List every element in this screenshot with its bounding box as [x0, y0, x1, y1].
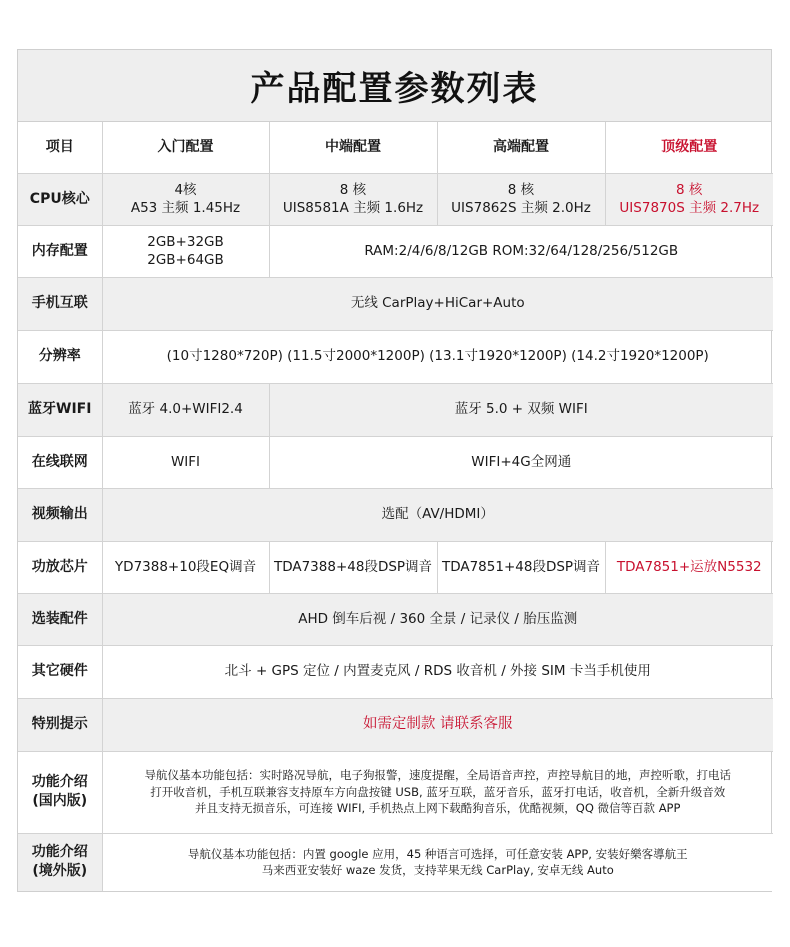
domestic-label-title: 功能介绍 [31, 774, 88, 791]
amp-high: TDA7851+48段DSP调音 [437, 541, 605, 593]
memory-row [18, 225, 773, 277]
memory-entry-option-1: 2GB+32GB [147, 233, 224, 250]
header-high: 高端配置 [437, 122, 605, 173]
online-label: 在线联网 [18, 436, 102, 488]
domestic-features [102, 751, 773, 833]
video-label: 视频输出 [18, 488, 102, 541]
cpu-row [18, 173, 773, 225]
options-row [18, 593, 773, 645]
bluetooth-label: 蓝牙WIFI [18, 383, 102, 436]
bluetooth-entry: 蓝牙 4.0+WIFI2.4 [102, 383, 269, 436]
domestic-label [18, 751, 102, 833]
memory-rest: RAM:2/4/6/8/12GB ROM:32/64/128/256/512GB [269, 225, 773, 277]
domestic-features-line-1: 导航仪基本功能包括：实时路况导航，电子狗报警，速度提醒，全局语音声控，声控导航目的地，声控听歌，打电话 [144, 767, 731, 782]
phone-link-value: 无线 CarPlay+HiCar+Auto [102, 277, 773, 330]
bluetooth-rest: 蓝牙 5.0 + 双频 WIFI [269, 383, 773, 436]
overseas-features-row [18, 833, 773, 891]
header-mid: 中端配置 [269, 122, 437, 173]
amp-label: 功放芯片 [18, 541, 102, 593]
overseas-label-edition: (境外版) [32, 863, 88, 880]
cpu-entry-cores: 4核 [174, 181, 197, 198]
video-row [18, 488, 773, 541]
overseas-label [18, 833, 102, 891]
cpu-label: CPU核心 [18, 173, 102, 225]
cpu-top-model: UIS7870S 主频 2.7Hz [619, 200, 760, 216]
cpu-mid [269, 173, 437, 225]
header-top: 顶级配置 [605, 122, 773, 173]
options-value: AHD 倒车后视 / 360 全景 / 记录仪 / 胎压监测 [102, 593, 773, 645]
notice-row [18, 698, 773, 751]
online-entry: WIFI [102, 436, 269, 488]
spec-sheet [17, 49, 772, 892]
cpu-high [437, 173, 605, 225]
resolution-value: (10寸1280*720P) (11.5寸2000*1200P) (13.1寸1920*1200P) (14.2寸1920*1200P) [102, 330, 773, 383]
domestic-features-line-3: 并且支持无损音乐，可连接 WIFI, 手机热点上网下载酷狗音乐，优酷视频，QQ 微信等百款 APP [195, 801, 681, 816]
domestic-label-edition: (国内版) [32, 793, 88, 809]
phone-link-label: 手机互联 [18, 277, 102, 330]
cpu-entry-model: A53 主频 1.45Hz [130, 200, 241, 216]
overseas-features [102, 833, 773, 891]
memory-entry [102, 225, 269, 277]
other-hw-value: 北斗 + GPS 定位 / 内置麦克风 / RDS 收音机 / 外接 SIM 卡当手机使用 [102, 645, 773, 698]
cpu-top-cores: 8 核 [676, 181, 703, 198]
resolution-row [18, 330, 773, 383]
other-hw-label: 其它硬件 [18, 645, 102, 698]
page-title: 产品配置参数列表 [18, 50, 771, 122]
resolution-label: 分辨率 [18, 330, 102, 383]
domestic-features-row [18, 751, 773, 833]
video-value: 选配（AV/HDMI） [102, 488, 773, 541]
memory-entry-option-2: 2GB+64GB [147, 252, 224, 268]
overseas-label-title: 功能介绍 [31, 844, 88, 861]
overseas-features-line-2: 马来西亚安装好 waze 发货，支持苹果无线 CarPlay, 安卓无线 Auto [261, 863, 614, 878]
cpu-high-cores: 8 核 [507, 181, 535, 198]
notice-value: 如需定制款 请联系客服 [102, 698, 773, 751]
bluetooth-row [18, 383, 773, 436]
amp-mid: TDA7388+48段DSP调音 [269, 541, 437, 593]
cpu-top [605, 173, 773, 225]
cpu-entry [102, 173, 269, 225]
cpu-mid-cores: 8 核 [339, 181, 367, 198]
overseas-features-line-1: 导航仪基本功能包括：内置 google 应用，45 种语言可选择，可任意安装 APP, 安装好樂客導航王 [187, 846, 688, 861]
amp-row [18, 541, 773, 593]
header-row [18, 122, 773, 173]
memory-label: 内存配置 [18, 225, 102, 277]
online-rest: WIFI+4G全网通 [269, 436, 773, 488]
phone-link-row [18, 277, 773, 330]
header-entry: 入门配置 [102, 122, 269, 173]
options-label: 选装配件 [18, 593, 102, 645]
domestic-features-line-2: 打开收音机，手机互联兼容支持原车方向盘按键 USB, 蓝牙互联，蓝牙音乐，蓝牙打电话，收音机，全新升级音效 [150, 784, 726, 799]
notice-label: 特别提示 [18, 698, 102, 751]
cpu-mid-model: UIS8581A 主频 1.6Hz [282, 200, 424, 216]
online-row [18, 436, 773, 488]
header-item: 项目 [18, 122, 102, 173]
cpu-high-model: UIS7862S 主频 2.0Hz [451, 200, 591, 216]
amp-top: TDA7851+运放N5532 [605, 541, 773, 593]
other-hw-row [18, 645, 773, 698]
spec-table [18, 122, 773, 891]
amp-entry: YD7388+10段EQ调音 [102, 541, 269, 593]
